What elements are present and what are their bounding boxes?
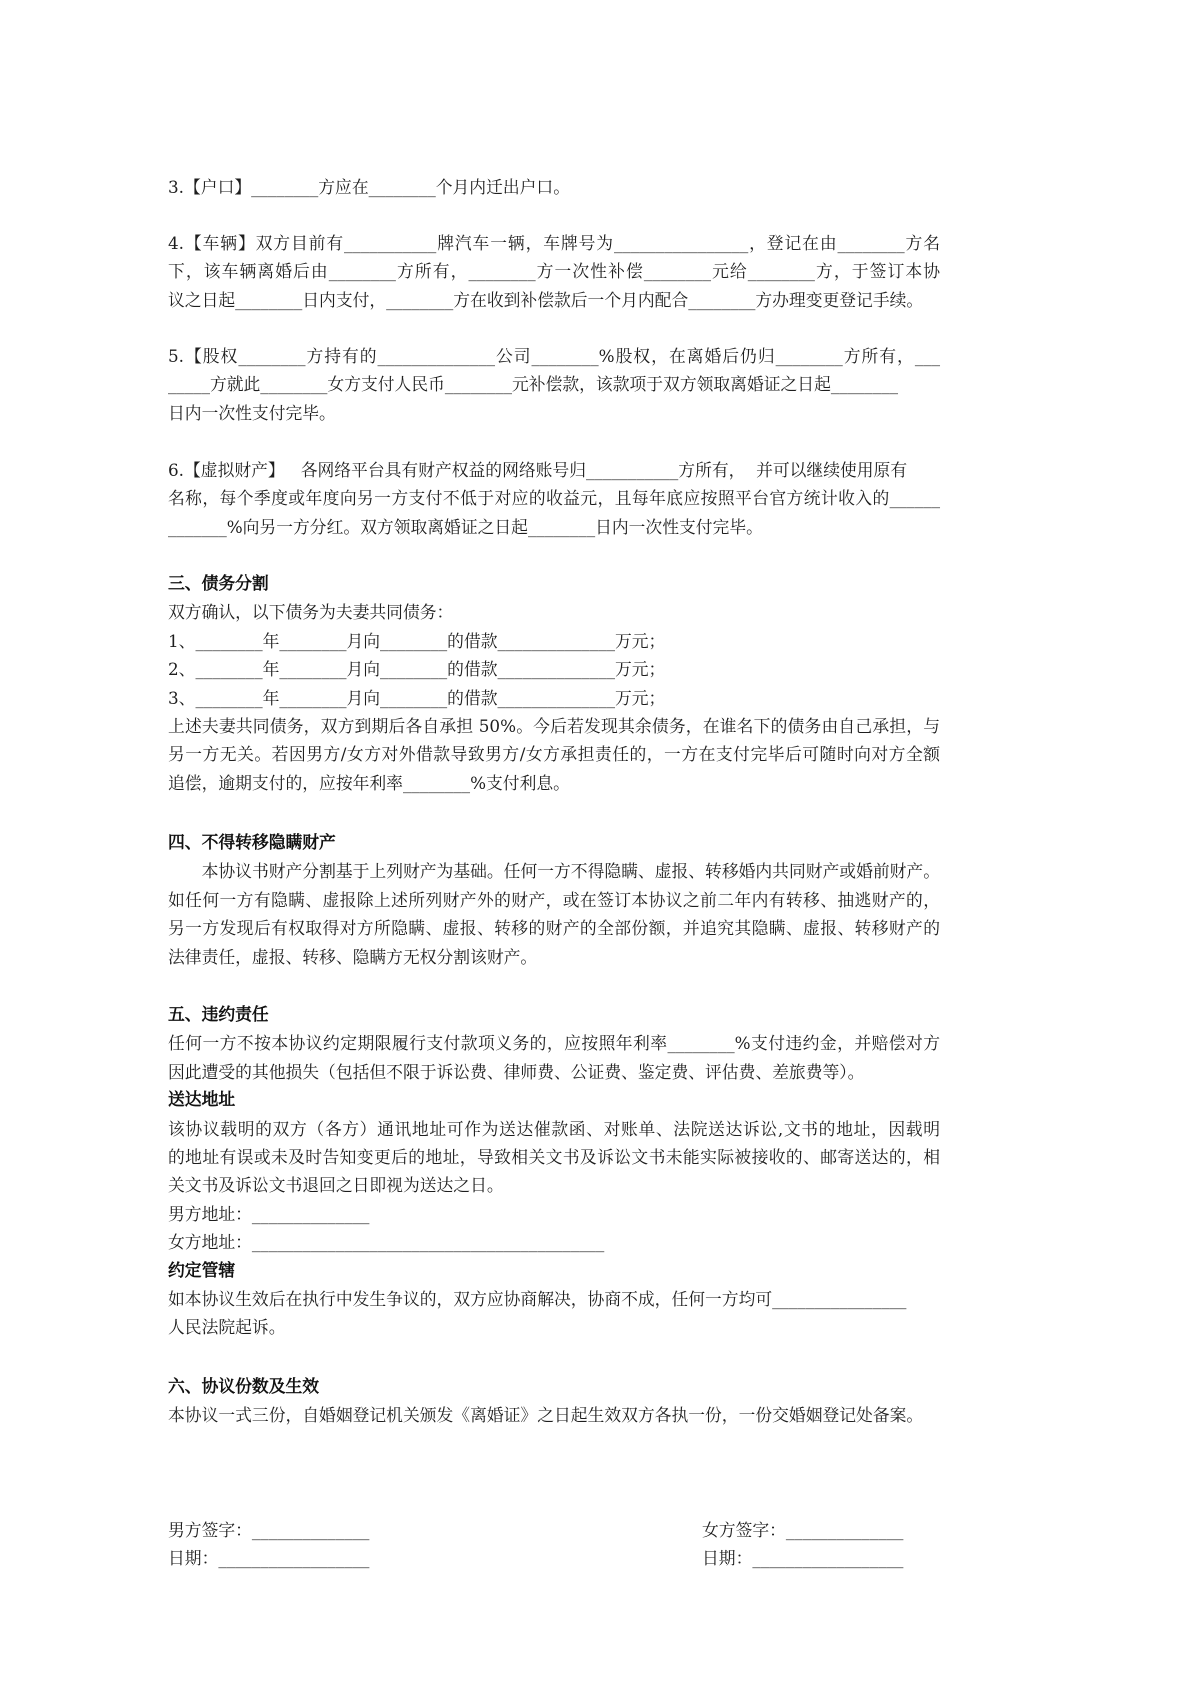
debt-line-1: 双方确认，以下债务为夫妻共同债务：: [168, 602, 454, 623]
virtual-property-line-1: 6.【虚拟财产】 各网络平台具有财产权益的网络账号归___________方所有， 并可以继续使用原有: [168, 460, 908, 480]
male-signature-block: [168, 1516, 468, 1573]
service-line-2: 的地址有误或未及时告知变更后的地址，导致相关文书及诉讼文书未能实际被接收的、邮寄送达的，相: [168, 1146, 940, 1167]
service-address-heading: 送达地址: [168, 1090, 236, 1110]
virtual-property-line-2: 名称，每个季度或年度向另一方支付不低于对应的收益元，且每年底应按照平台官方统计收入的______: [168, 488, 940, 509]
household-clause: [168, 173, 940, 201]
female-signature-block: [702, 1516, 1002, 1573]
liability-line-2: 因此遭受的其他损失（包括但不限于诉讼费、律师费、公证费、鉴定费、评估费、差旅费等）。: [168, 1061, 865, 1082]
copies-heading: 六、协议份数及生效: [168, 1377, 320, 1396]
equity-line-3: 日内一次性支付完毕。: [168, 402, 336, 423]
jurisdiction-line-2: 人民法院起诉。: [168, 1317, 286, 1338]
vehicle-line-2: 下，该车辆离婚后由________方所有，________方一次性补偿________元给________方，于签订本协: [168, 261, 940, 282]
debt-section: [168, 570, 940, 797]
liability-heading: 五、违约责任: [168, 1005, 269, 1024]
male-address-field: 男方地址：______________: [168, 1203, 370, 1224]
vehicle-line-3: 议之日起________日内支付，________方在收到补偿款后一个月内配合________方办理变更登记手续。: [168, 289, 924, 310]
household-line-1: 3.【户口】________方应在________个月内迁出户口。: [168, 177, 570, 197]
no-concealment-line-2: 如任何一方有隐瞒、虚报除上述所列财产外的财产，或在签订本协议之前二年内有转移、抽逃财产的，: [168, 889, 940, 910]
copies-line-1: 本协议一式三份，自婚姻登记机关颁发《离婚证》之日起生效双方各执一份，一份交婚姻登记处备案。: [168, 1405, 924, 1426]
vehicle-line-1: 4.【车辆】双方目前有___________牌汽车一辆，车牌号为________________，登记在由________方名: [168, 233, 940, 253]
debt-heading: 三、债务分割: [168, 574, 269, 593]
male-signature-field: 男方签字：______________: [168, 1520, 370, 1540]
equity-line-2: _____方就此________女方支付人民币________元补偿款，该款项于双方领取离婚证之日起________: [168, 374, 898, 395]
female-signature-field: 女方签字：______________: [702, 1520, 904, 1540]
male-date-field: 日期：__________________: [168, 1548, 370, 1569]
debt-line-7: 追偿，逾期支付的，应按年利率________%支付利息。: [168, 772, 570, 793]
liability-line-1: 任何一方不按本协议约定期限履行支付款项义务的，应按照年利率________%支付违约金，并赔偿对方: [168, 1033, 940, 1054]
no-concealment-line-4: 法律责任，虚报、转移、隐瞒方无权分割该财产。: [168, 946, 538, 967]
service-line-3: 关文书及诉讼文书退回之日即视为送达之日。: [168, 1175, 504, 1196]
debt-line-6: 另一方无关。若因男方/女方对外借款导致男方/女方承担责任的，一方在支付完毕后可随时向对方全额: [168, 744, 940, 765]
jurisdiction-line-1: 如本协议生效后在执行中发生争议的，双方应协商解决，协商不成，任何一方均可________________: [168, 1288, 907, 1309]
no-concealment-section: [168, 829, 940, 971]
no-concealment-heading: 四、不得转移隐瞒财产: [168, 833, 336, 852]
no-concealment-line-3: 另一方发现后有权取得对方所隐瞒、虚报、转移的财产的全部份额，并追究其隐瞒、虚报、转移财产的: [168, 918, 940, 939]
debt-item-2: 2、________年________月向________的借款______________万元；: [168, 659, 666, 680]
debt-item-3: 3、________年________月向________的借款______________万元；: [168, 687, 666, 708]
female-address-field: 女方地址：__________________________________________: [168, 1232, 605, 1253]
jurisdiction-heading: 约定管辖: [168, 1260, 236, 1280]
vehicle-clause: [168, 229, 940, 314]
debt-line-5: 上述夫妻共同债务，双方到期后各自承担 50%。今后若发现其余债务，在谁名下的债务由自己承担，与: [168, 715, 940, 736]
copies-section: [168, 1373, 940, 1430]
service-line-1: 该协议载明的双方（各方）通讯地址可作为送达催款函、对账单、法院送达诉讼,文书的地址，因载明: [168, 1118, 940, 1139]
equity-line-1: 5.【股权________方持有的______________公司________%股权，在离婚后仍归________方所有，___: [168, 346, 940, 366]
no-concealment-line-1: 本协议书财产分割基于上列财产为基础。任何一方不得隐瞒、虚报、转移婚内共同财产或婚前财产。: [201, 861, 940, 882]
equity-clause: [168, 342, 940, 427]
virtual-property-line-3: _______%向另一方分红。双方领取离婚证之日起________日内一次性支付完毕。: [168, 516, 763, 537]
debt-item-1: 1、________年________月向________的借款______________万元；: [168, 630, 666, 651]
liability-section: [168, 1001, 940, 1342]
female-date-field: 日期：__________________: [702, 1548, 904, 1569]
virtual-property-clause: [168, 456, 940, 541]
